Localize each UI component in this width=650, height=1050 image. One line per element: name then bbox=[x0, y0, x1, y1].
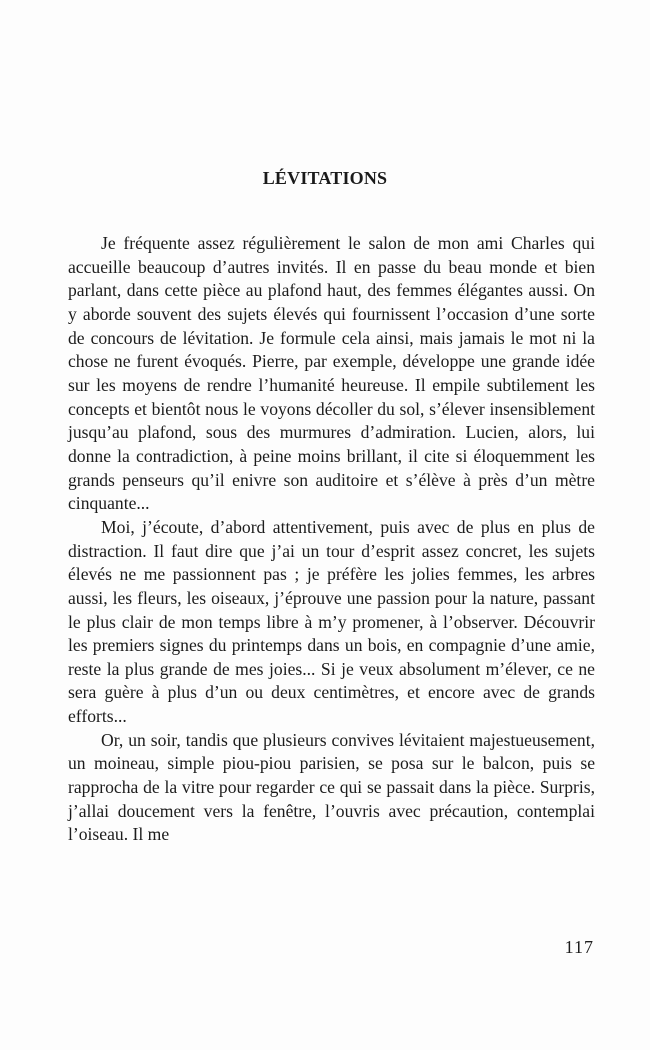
paragraph: Or, un soir, tandis que plusieurs convives lévitaient majestueusement, un moineau, simple piou-piou parisien, se posa sur le balcon, puis se rapprocha de la vitre pour regarder ce qui se passait dans la pièce. Surpris, j’allai doucement vers la fenêtre, l’ouvris avec précaution, contemplai l’oiseau. Il me bbox=[68, 729, 595, 845]
paragraph: Moi, j’écoute, d’abord attentivement, puis avec de plus en plus de distraction. Il faut dire que j’ai un tour d’esprit assez concret, les sujets élevés ne me passionnent pas ; je préfère les jolies femmes, les arbres aussi, les fleurs, les oiseaux, j’éprouve une passion pour la nature, passant le plus clair de mon temps libre à m’y promener, à l’observer. Découvrir les premiers signes du printemps dans un bois, en compagnie d’une amie, reste la plus grande de mes joies... Si je veux absolument m’élever, ce ne sera guère à plus d’un ou deux centimètres, et encore avec de grands efforts... bbox=[68, 516, 595, 727]
chapter-body bbox=[68, 232, 595, 847]
chapter-title: LÉVITATIONS bbox=[262, 168, 388, 188]
paragraph: Je fréquente assez régulièrement le salon de mon ami Charles qui accueille beaucoup d’autres invités. Il en passe du beau monde et bien parlant, dans cette pièce au plafond haut, des femmes élégantes aussi. On y aborde souvent des sujets élevés qui fournissent l’occasion d’une sorte de concours de lévitation. Je formule cela ainsi, mais jamais le mot ni la chose ne furent évoqués. Pierre, par exemple, développe une grande idée sur les moyens de rendre l’humanité heureuse. Il empile subtilement les concepts et bientôt nous le voyons décoller du sol, s’élever insensiblement jusqu’au plafond, sous des murmures d’admiration. Lucien, alors, lui donne la contradiction, à peine moins brillant, il cite si éloquemment les grands penseurs qu’il enivre son auditoire et s’élève à près d’un mètre cinquante... bbox=[68, 233, 595, 514]
page-number: 117 bbox=[564, 937, 594, 957]
